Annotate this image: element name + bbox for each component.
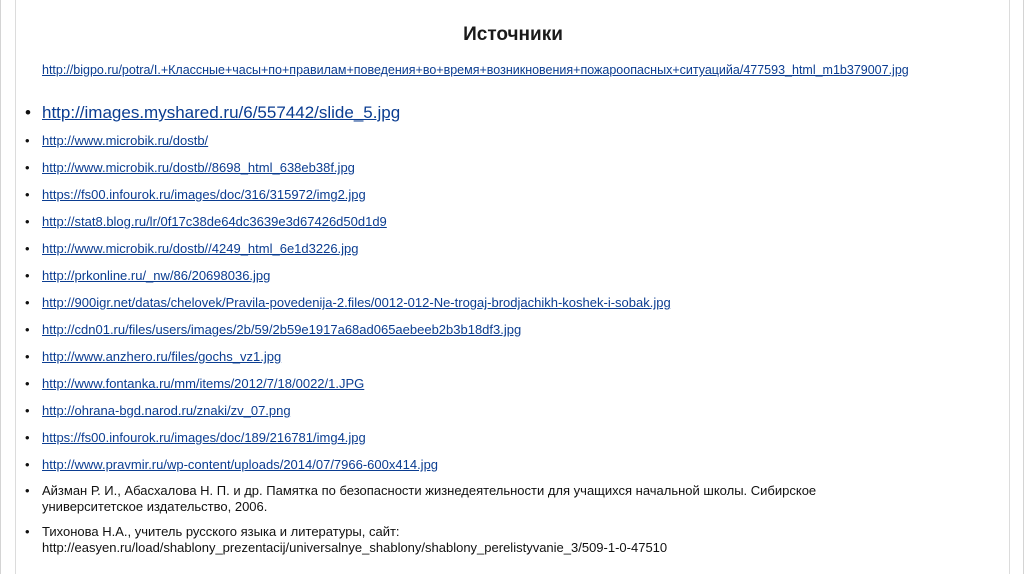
list-item xyxy=(21,267,1011,284)
list-item xyxy=(21,375,1011,392)
source-link[interactable]: https://fs00.infourok.ru/images/doc/189/216781/img4.jpg xyxy=(42,430,366,445)
source-link-first[interactable]: http://bigpo.ru/potra/I.+Классные+часы+по+правилам+поведения+во+время+возникновения+пожароопасных+ситуацийа/477593_html_m1b379007.jpg xyxy=(42,63,909,77)
bullet: • xyxy=(25,295,30,310)
list-item xyxy=(21,294,1011,311)
source-link-featured[interactable]: http://images.myshared.ru/6/557442/slide_5.jpg xyxy=(42,103,401,122)
list-item xyxy=(21,321,1011,338)
list-item xyxy=(21,102,1011,124)
bullet: • xyxy=(25,187,30,202)
page-title: Источники xyxy=(463,24,563,45)
bullet: • xyxy=(25,103,31,122)
source-link[interactable]: http://www.fontanka.ru/mm/items/2012/7/18/0022/1.JPG xyxy=(42,376,365,391)
list-item xyxy=(21,213,1011,230)
source-link[interactable]: http://www.anzhero.ru/files/gochs_vz1.jpg xyxy=(42,349,282,364)
reference-text-line: Тихонова Н.А., учитель русского языка и литературы, сайт: xyxy=(42,524,400,539)
reference-text-line: университетское издательство, 2006. xyxy=(42,499,268,514)
source-link[interactable]: http://www.microbik.ru/dostb/ xyxy=(42,133,209,148)
reference-text-line: http://easyen.ru/load/shablony_prezentacij/universalnye_shablony/shablony_perelistyvanie_3/509-1-0-47510 xyxy=(42,540,668,555)
source-link[interactable]: http://stat8.blog.ru/lr/0f17c38de64dc3639e3d67426d50d1d9 xyxy=(42,214,387,229)
bullet: • xyxy=(25,349,30,364)
list-item xyxy=(21,429,1011,446)
reference-item xyxy=(21,524,1011,556)
list-item xyxy=(21,159,1011,176)
sources-list xyxy=(21,102,1011,565)
list-item xyxy=(21,186,1011,203)
source-link[interactable]: http://prkonline.ru/_nw/86/20698036.jpg xyxy=(42,268,271,283)
bullet: • xyxy=(25,214,30,229)
bullet: • xyxy=(25,483,30,498)
source-link[interactable]: http://www.pravmir.ru/wp-content/uploads/2014/07/7966-600x414.jpg xyxy=(42,457,439,472)
bullet: • xyxy=(25,160,30,175)
bullet: • xyxy=(25,403,30,418)
list-item xyxy=(21,402,1011,419)
source-link[interactable]: http://www.microbik.ru/dostb//4249_html_6e1d3226.jpg xyxy=(42,241,359,256)
bullet: • xyxy=(25,268,30,283)
bullet: • xyxy=(25,457,30,472)
bullet: • xyxy=(25,376,30,391)
source-link[interactable]: http://www.microbik.ru/dostb//8698_html_638eb38f.jpg xyxy=(42,160,355,175)
source-link[interactable]: https://fs00.infourok.ru/images/doc/316/315972/img2.jpg xyxy=(42,187,366,202)
source-link[interactable]: http://900igr.net/datas/chelovek/Pravila-povedenija-2.files/0012-012-Ne-trogaj-brodjachikh-koshek-i-sobak.jpg xyxy=(42,295,671,310)
bullet: • xyxy=(25,133,30,148)
reference-item xyxy=(21,483,1011,515)
source-link[interactable]: http://ohrana-bgd.narod.ru/znaki/zv_07.png xyxy=(42,403,291,418)
bullet: • xyxy=(25,322,30,337)
bullet: • xyxy=(25,430,30,445)
list-item xyxy=(21,456,1011,473)
list-item xyxy=(21,240,1011,257)
list-item xyxy=(21,348,1011,365)
bullet: • xyxy=(25,241,30,256)
source-link[interactable]: http://cdn01.ru/files/users/images/2b/59/2b59e1917a68ad065aebeeb2b3b18df3.jpg xyxy=(42,322,522,337)
list-item xyxy=(21,132,1011,149)
bullet: • xyxy=(25,524,30,539)
reference-text-line: Айзман Р. И., Абасхалова Н. П. и др. Памятка по безопасности жизнедеятельности для учащихся начальной школы. Сибирское xyxy=(42,483,817,498)
